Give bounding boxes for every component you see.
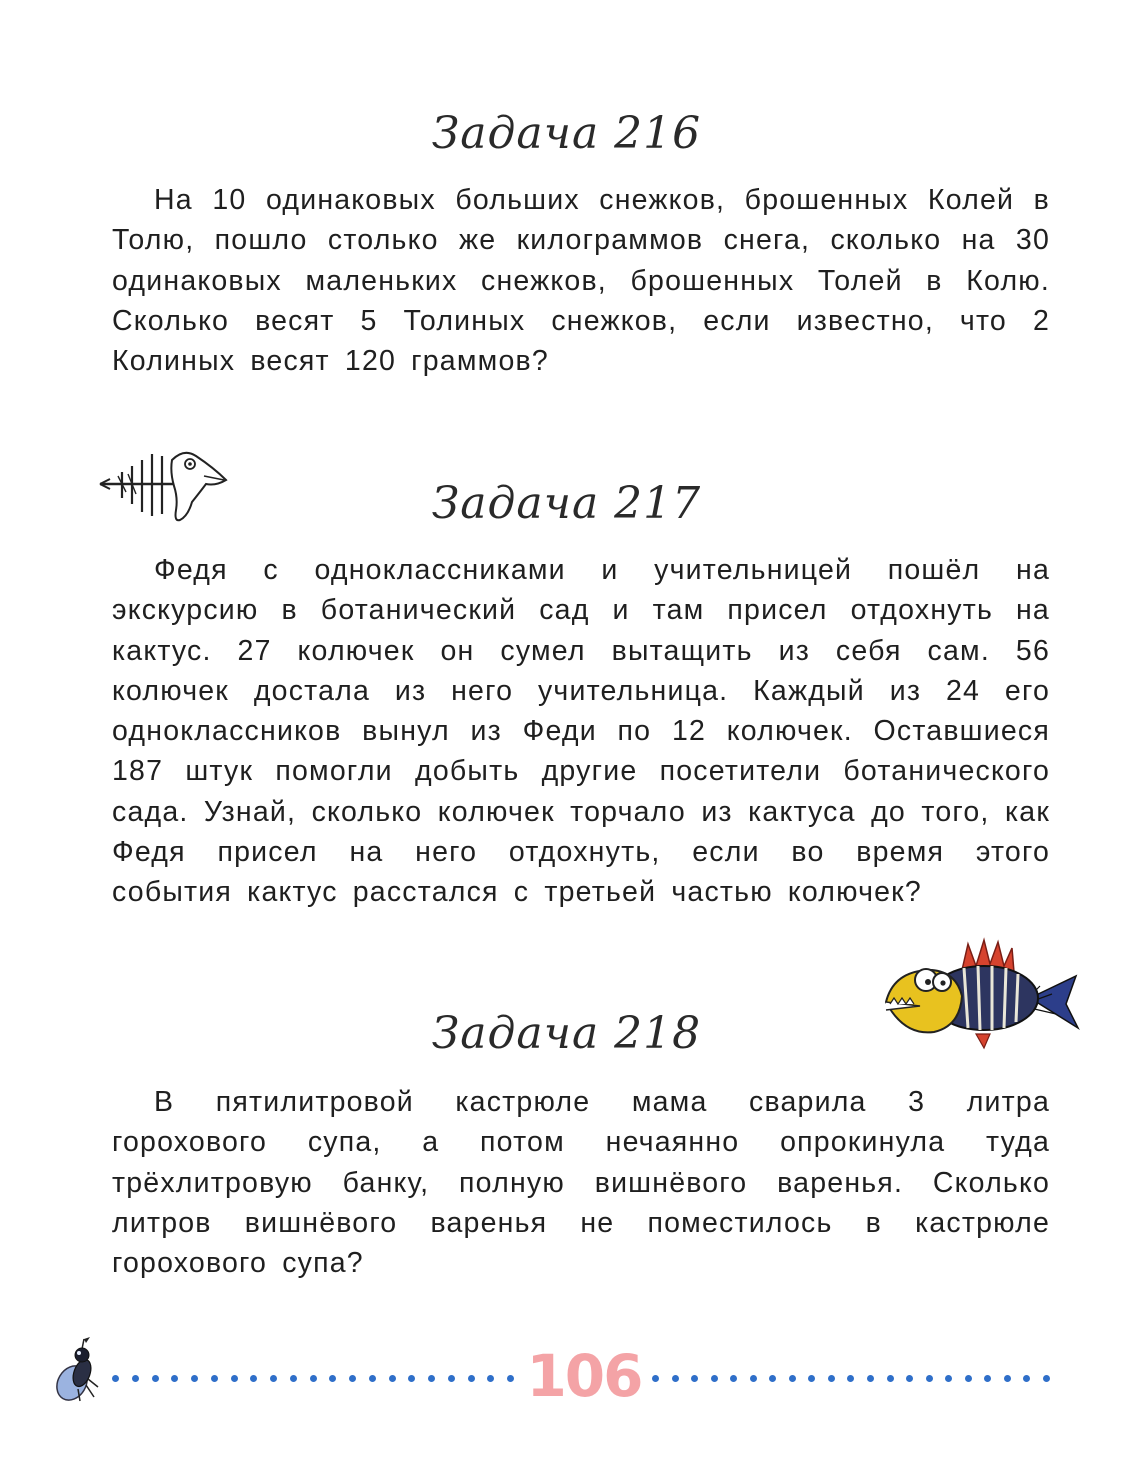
footer-dot: [867, 1375, 874, 1382]
task-218-title: Задача 218: [431, 1008, 702, 1059]
footer-dot: [468, 1375, 475, 1382]
footer-dot: [1004, 1375, 1011, 1382]
task-217-title: Задача 217: [431, 478, 702, 529]
task-216-text: На 10 одинаковых больших снежков, брошенных Колей в Толю, пошло столько же килограммов снега, сколько на 30 одинаковых маленьких снежков, брошенных Толей в Колю. Сколько весят 5 Толиных снежков, если известно, что 2 Колиных весят 120 граммов?: [112, 184, 1050, 378]
footer-dot: [191, 1375, 198, 1382]
footer-dot: [847, 1375, 854, 1382]
task-217-text: Федя с одноклассниками и учительницей пошёл на экскурсию в ботанический сад и там присел отдохнуть на кактус. 27 колючек он сумел вытащить из себя сам. 56 колючек достала из него учительница. Каждый из 24 его одноклассников вынул из Феди по 12 колючек. Оставшиеся 187 штук помогли добыть другие посетители ботанического сада. Узнай, сколько колючек торчало из кактуса до того, как Федя присел на него отдохнуть, если во время этого события кактус расстался с третьей частью колючек?: [112, 554, 1050, 909]
footer-dot: [329, 1375, 336, 1382]
footer-dot: [828, 1375, 835, 1382]
footer-dot: [270, 1375, 277, 1382]
footer-dot: [965, 1375, 972, 1382]
footer-dot: [750, 1375, 757, 1382]
footer-dot: [1043, 1375, 1050, 1382]
task-216-title: Задача 216: [431, 108, 702, 159]
footer-dot: [984, 1375, 991, 1382]
footer-dot: [211, 1375, 218, 1382]
footer-dot: [887, 1375, 894, 1382]
footer-dot: [389, 1375, 396, 1382]
task-218-text: В пятилитровой кастрюле мама сварила 3 литра горохового супа, а потом нечаянно опрокинула туда трёхлитровую банку, полную вишнёвого варенья. Сколько литров вишнёвого варенья не поместилось в кастрюле горохового супа?: [112, 1086, 1050, 1280]
footer-dot: [652, 1375, 659, 1382]
fly-icon: [48, 1335, 104, 1407]
footer-dots-left: [112, 1374, 514, 1382]
footer-dot: [672, 1375, 679, 1382]
footer-dot: [906, 1375, 913, 1382]
footer-dot: [507, 1375, 514, 1382]
footer-dot: [132, 1375, 139, 1382]
footer-dot: [487, 1375, 494, 1382]
footer-dot: [926, 1375, 933, 1382]
footer-dot: [711, 1375, 718, 1382]
footer-dot: [1023, 1375, 1030, 1382]
footer-dot: [112, 1375, 119, 1382]
footer-dot: [310, 1375, 317, 1382]
footer-dot: [691, 1375, 698, 1382]
footer-dot: [231, 1375, 238, 1382]
footer-dot: [808, 1375, 815, 1382]
footer-dot: [769, 1375, 776, 1382]
footer-dot: [730, 1375, 737, 1382]
footer-dot: [171, 1375, 178, 1382]
footer-dot: [789, 1375, 796, 1382]
footer-dot: [408, 1375, 415, 1382]
footer-dot: [945, 1375, 952, 1382]
footer-dot: [152, 1375, 159, 1382]
footer-dot: [448, 1375, 455, 1382]
footer-dot: [250, 1375, 257, 1382]
footer-dot: [290, 1375, 297, 1382]
footer-dot: [428, 1375, 435, 1382]
page-number: 106: [526, 1342, 642, 1410]
footer-dot: [349, 1375, 356, 1382]
footer-dots-right: [652, 1374, 1050, 1382]
footer-dot: [369, 1375, 376, 1382]
